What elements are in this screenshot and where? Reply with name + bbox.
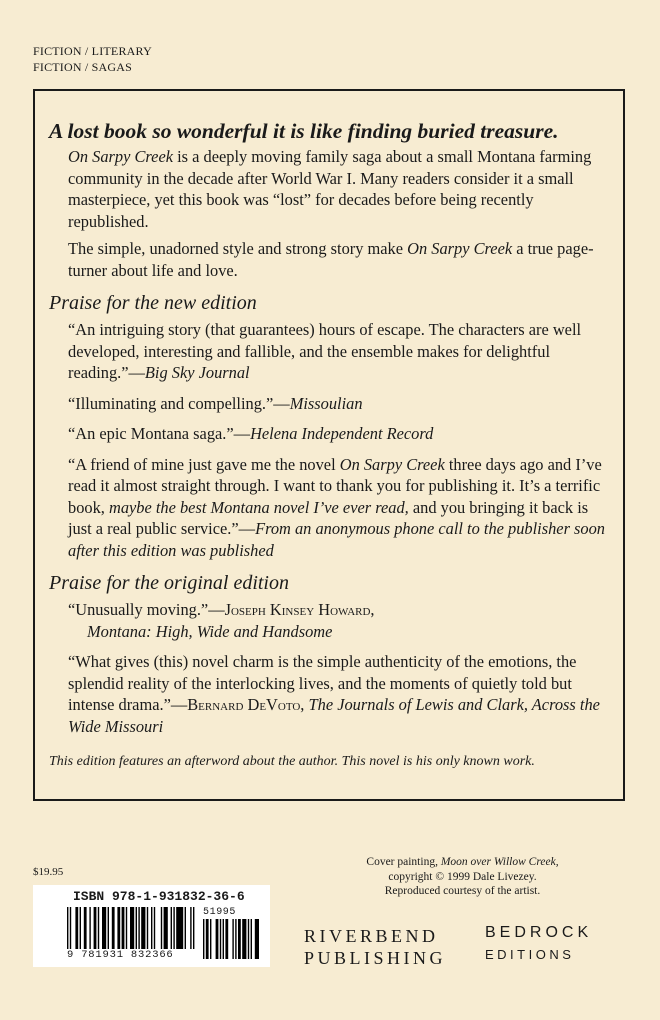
- credit-line-2: copyright © 1999 Dale Livezey.: [388, 870, 537, 883]
- barcode: [33, 885, 270, 967]
- quote-howard: [68, 599, 609, 642]
- quote-missoulian: [68, 393, 609, 415]
- barcode-bar: [173, 907, 174, 949]
- barcode-bar: [216, 919, 219, 959]
- barcode-bar: [161, 907, 162, 949]
- quote-author: Joseph Kinsey Howard,: [224, 600, 375, 619]
- barcode-bar: [238, 919, 241, 959]
- barcode-bar: [248, 919, 249, 959]
- credit-text: Cover painting,: [366, 856, 441, 868]
- barcode-bar: [122, 907, 125, 949]
- ean5-bars: [203, 919, 259, 959]
- praise-original-heading: Praise for the original edition: [49, 572, 289, 594]
- quote-author: Bernard DeVoto,: [187, 695, 305, 714]
- barcode-bar: [193, 907, 194, 949]
- barcode-bar: [117, 907, 120, 949]
- intro-paragraph-2: [68, 238, 609, 281]
- barcode-bar: [98, 907, 99, 949]
- painting-title: Moon over Willow Creek,: [440, 856, 559, 868]
- barcode-bar: [225, 919, 228, 959]
- barcode-bar: [70, 907, 71, 949]
- barcode-bar: [171, 907, 172, 949]
- quote-source: From an anonymous phone call to the publisher soon after this edition was published: [68, 519, 606, 560]
- barcode-bar: [102, 907, 106, 949]
- quote-text: “What gives (this) novel charm is the simple authenticity of the emotions, the splendid reality of the interlocking lives, and the moments of quietly told but intense drama.”—: [68, 652, 577, 714]
- praise-new-heading: Praise for the new edition: [49, 292, 257, 314]
- credit-line-3: Reproduced courtesy of the artist.: [384, 885, 541, 897]
- cover-credits: [350, 855, 575, 899]
- quote-text: and you bringing it back is just a real public service.”—: [68, 497, 589, 538]
- barcode-bar: [223, 919, 224, 959]
- barcode-bar: [220, 919, 221, 959]
- barcode-bar: [151, 907, 152, 949]
- edition-note: This edition features an afterword about the author. This novel is his only known work.: [49, 754, 535, 769]
- bedrock-logo: [485, 922, 592, 966]
- book-title: On Sarpy Creek: [68, 147, 173, 166]
- quote-text: “Illuminating and compelling.”—: [68, 393, 290, 413]
- barcode-bar: [251, 919, 252, 959]
- barcode-bar: [80, 907, 81, 949]
- quote-source: Big Sky Journal: [144, 363, 250, 382]
- barcode-bar: [84, 907, 87, 949]
- ean13-bars: [67, 907, 195, 949]
- barcode-bar: [255, 919, 259, 959]
- headline: A lost book so wonderful it is like finding buried treasure.: [49, 119, 559, 143]
- barcode-bar: [67, 907, 68, 949]
- isbn: ISBN 978-1-931832-36-6: [73, 889, 245, 904]
- barcode-bar: [94, 907, 97, 949]
- barcode-bar: [232, 919, 233, 959]
- imprint-name-line1: BEDROCK: [485, 924, 593, 941]
- quote-work: Montana: High, Wide and Handsome: [87, 621, 333, 641]
- barcode-bar: [242, 919, 246, 959]
- barcode-bar: [235, 919, 236, 959]
- imprint-name-line2: EDITIONS: [485, 947, 575, 962]
- barcode-bar: [130, 907, 134, 949]
- credit-line-1: [350, 855, 575, 870]
- intro-text-2-end: a true page-turner about life and love.: [68, 239, 594, 280]
- intro-text-1: is a deeply moving family saga about a small Montana farming community in the decade after World War I. Many readers consider it a small masterpiece, yet this book was “lost” for decades before being recently republished.: [68, 147, 592, 231]
- barcode-bar: [138, 907, 139, 949]
- category-labels: [33, 43, 152, 75]
- quote-big-sky: [68, 319, 609, 384]
- barcode-bar: [75, 907, 78, 949]
- intro-text-2: The simple, unadorned style and strong story make: [68, 239, 408, 258]
- riverbend-logo: [304, 925, 446, 969]
- barcode-bar: [108, 907, 109, 949]
- quote-text: three days ago and I’ve read it almost straight through. I want to thank you for publishing it. It’s a terrific book,: [68, 454, 602, 517]
- barcode-digits: 9 781931 832366: [67, 949, 174, 961]
- quote-helena: [68, 423, 609, 445]
- publisher-name-line2: PUBLISHING: [304, 948, 447, 968]
- barcode-bar: [176, 907, 183, 949]
- category-literary: FICTION / LITERARY: [33, 44, 152, 58]
- barcode-bar: [112, 907, 115, 949]
- barcode-bar: [203, 919, 204, 959]
- quote-text: “An intriguing story (that guarantees) hours of escape. The characters are well developed, interesting and fallible, and the ensemble makes for delightful reading.”—: [68, 320, 582, 382]
- quote-devoto: [68, 651, 609, 737]
- price: $19.95: [33, 866, 64, 878]
- barcode-bar: [154, 907, 155, 949]
- publisher-name-line1: RIVERBEND: [304, 926, 439, 946]
- barcode-bar: [210, 919, 211, 959]
- barcode-bar: [89, 907, 90, 949]
- quote-source: Missoulian: [289, 393, 363, 413]
- quote-source: Helena Independent Record: [250, 424, 434, 443]
- quote-text: “Unusually moving.”—: [68, 600, 225, 619]
- intro-paragraph-1: [68, 146, 609, 232]
- barcode-bar: [190, 907, 191, 949]
- quote-emphasis: maybe the best Montana novel I’ve ever read,: [108, 497, 409, 517]
- book-title: On Sarpy Creek: [407, 239, 513, 258]
- barcode-bar: [185, 907, 186, 949]
- price-code-digits: 51995: [203, 907, 237, 918]
- barcode-bar: [164, 907, 168, 949]
- quote-phone-call: [68, 454, 609, 562]
- category-sagas: FICTION / SAGAS: [33, 60, 133, 74]
- quote-work: The Journals of Lewis and Clark, Across the Wide Missouri: [68, 695, 600, 736]
- barcode-bar: [126, 907, 127, 949]
- barcode-bar: [136, 907, 137, 949]
- barcode-bar: [141, 907, 145, 949]
- barcode-bar: [147, 907, 148, 949]
- blurb-box: [33, 89, 625, 801]
- quote-text: “An epic Montana saga.”—: [68, 424, 251, 443]
- quote-text: “A friend of mine just gave me the novel: [68, 454, 340, 474]
- book-title: On Sarpy Creek: [339, 454, 445, 474]
- barcode-bar: [206, 919, 209, 959]
